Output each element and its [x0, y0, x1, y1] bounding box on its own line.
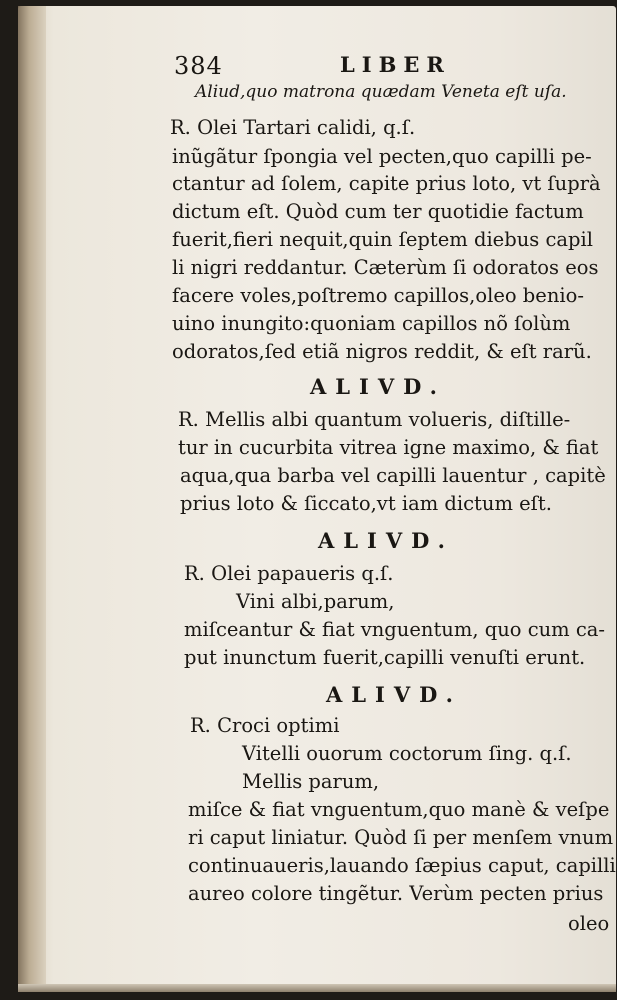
recipe-line: miſce & fiat vnguentum,quo manè & veſpe [188, 798, 610, 821]
recipe-title: Aliud,quo matrona quædam Veneta eſt uſa. [195, 82, 567, 102]
running-title: LIBER [340, 52, 451, 77]
recipe-line: uino inungito:quoniam capillos nõ ſolùm [172, 312, 571, 335]
recipe-line: dictum eſt. Quòd cum ter quotidie factum [172, 200, 584, 223]
page-number: 384 [174, 52, 223, 80]
recipe-line: ri caput liniatur. Quòd ſi per menſem vnum [188, 826, 614, 849]
recipe-line: li nigri reddantur. Cæterùm ſi odoratos eos [172, 256, 599, 279]
recipe-line: aqua,qua barba vel capilli lauentur , capitè [180, 464, 606, 487]
recipe-line: inũgãtur ſpongia vel pecten,quo capilli pe- [172, 145, 592, 168]
page-bottom-edge [18, 984, 616, 992]
recipe-line: miſceantur & fiat vnguentum, quo cum ca- [184, 618, 606, 641]
recipe-line: Mellis parum, [242, 770, 380, 793]
running-head [160, 52, 615, 102]
recipe-line: odoratos,ſed etiã nigros reddit, & eſt rarũ. [172, 340, 592, 363]
recipe-line: put inunctum fuerit,capilli venuſti erunt. [184, 646, 586, 669]
recipe-line: tur in cucurbita vitrea igne maximo, & fiat [178, 436, 599, 459]
section-title: ALIVD. [310, 374, 446, 399]
recipe-line: facere voles,poſtremo capillos,oleo benio- [172, 284, 584, 307]
recipe-line: R. Olei Tartari calidi, q.ſ. [170, 116, 416, 139]
recipe-line: continuaueris,lauando ſæpius caput, capilli [188, 854, 616, 877]
recipe-line: R. Mellis albi quantum volueris, diſtille- [178, 408, 571, 431]
recipe-line: Vini albi,parum, [236, 590, 395, 613]
recipe-line: aureo colore tingẽtur. Verùm pecten prius [188, 882, 604, 905]
recipe-line: Vitelli ouorum coctorum ſing. q.ſ. [242, 742, 572, 765]
recipe-line: prius loto & ſiccato,vt iam dictum eſt. [180, 492, 552, 515]
recipe-line: ctantur ad ſolem, capite prius loto, vt ſuprà [172, 172, 601, 195]
catchword: oleo [568, 912, 610, 935]
page-text [160, 52, 616, 935]
section-title: ALIVD. [326, 682, 462, 707]
recipe-line: R. Olei papaueris q.ſ. [184, 562, 394, 585]
section-title: ALIVD. [318, 528, 454, 553]
recipe-line: fuerit,fieri nequit,quin ſeptem diebus capil [172, 228, 593, 251]
recipe-line: R. Croci optimi [190, 714, 340, 737]
page-gutter-edge [18, 6, 46, 990]
